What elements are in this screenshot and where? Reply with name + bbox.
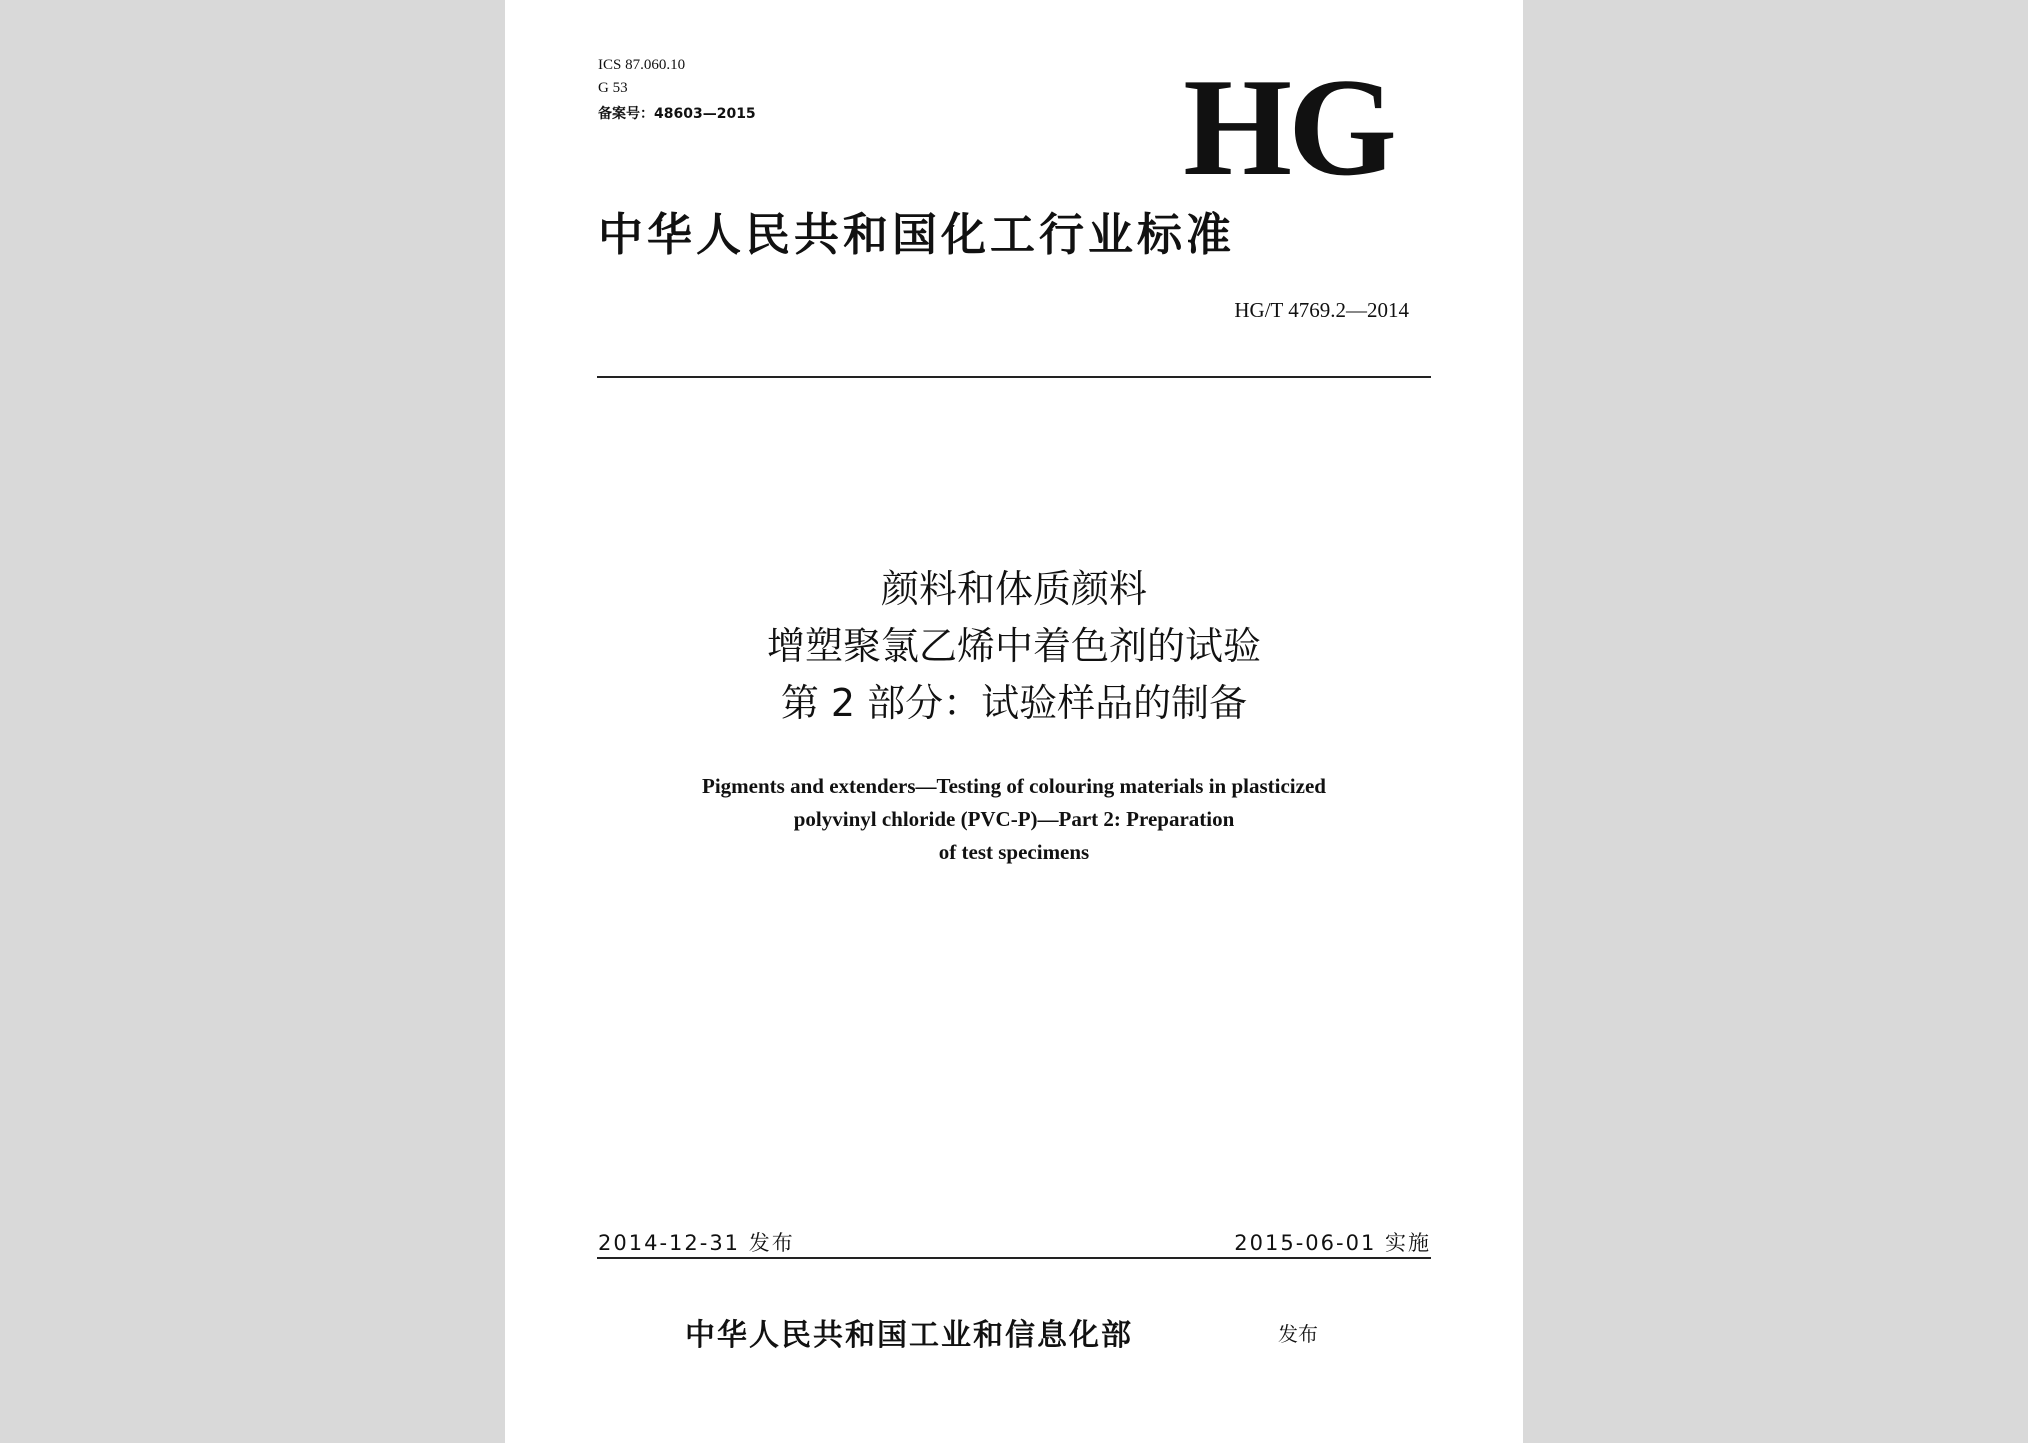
title-cn-line-3: 第 2 部分：试验样品的制备 — [780, 681, 1248, 725]
title-cn-line-1: 颜料和体质颜料 — [880, 567, 1147, 611]
title-en-line-1: Pigments and extenders—Testing of colouring materials in plasticized — [702, 774, 1326, 798]
publish-label: 发布 — [1278, 1322, 1318, 1346]
hg-logo: HG — [1183, 50, 1393, 205]
ics-code: ICS 87.060.10 — [598, 57, 686, 73]
footer-divider — [597, 1257, 1431, 1259]
document-page — [505, 0, 1523, 1443]
issue-date: 2014-12-31 发布 — [598, 1231, 795, 1255]
implementation-date: 2015-06-01 实施 — [1234, 1231, 1431, 1255]
title-en-line-2: polyvinyl chloride (PVC-P)—Part 2: Preparation — [793, 807, 1235, 831]
title-en-line-3: of test specimens — [938, 840, 1090, 864]
standard-number: HG/T 4769.2—2014 — [1234, 298, 1409, 322]
classification-code: G 53 — [598, 80, 628, 96]
publisher-name: 中华人民共和国工业和信息化部 — [685, 1318, 1133, 1353]
title-cn-line-2: 增塑聚氯乙烯中着色剂的试验 — [766, 624, 1261, 668]
header-divider — [597, 376, 1431, 378]
record-number: 备案号：48603—2015 — [598, 106, 756, 122]
standard-title: 中华人民共和国化工行业标准 — [598, 208, 1236, 261]
